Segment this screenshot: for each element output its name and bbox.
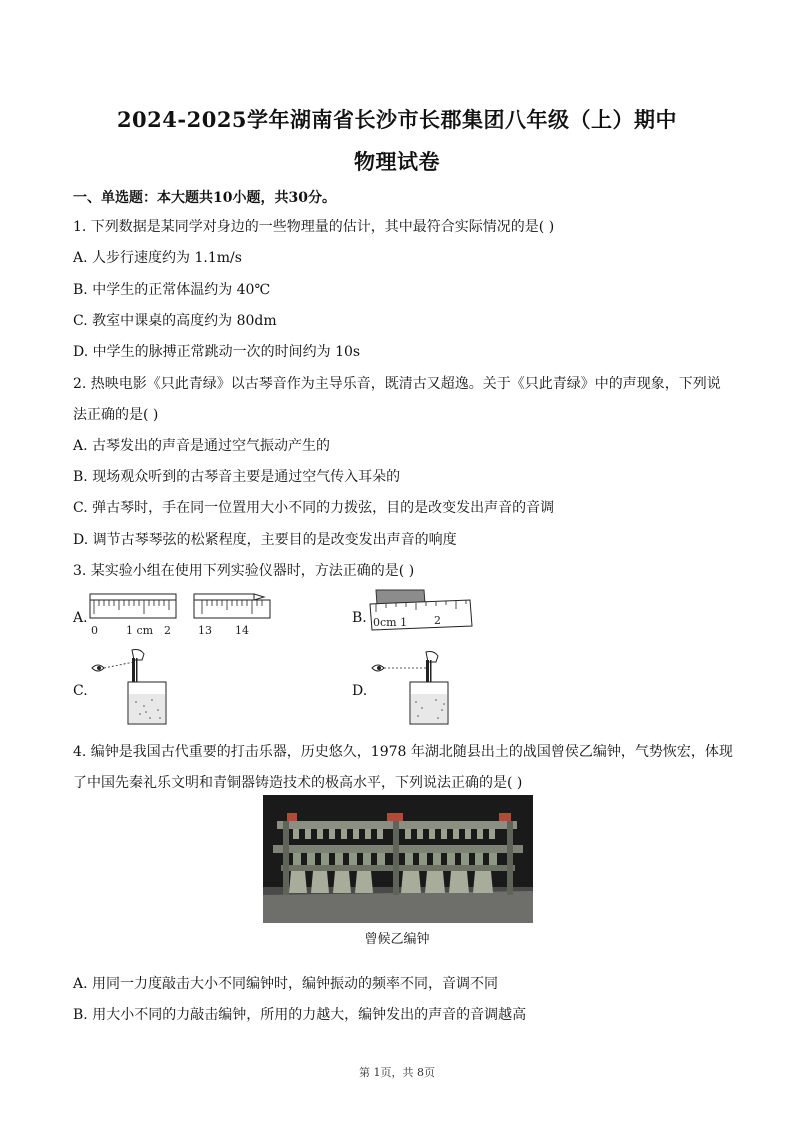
question-2-stem-line2: 法正确的是( ) — [73, 407, 159, 423]
ruler-b-tick-0: 0cm 1 — [373, 616, 408, 629]
question-2-option-c: C. 弹古琴时，手在同一位置用大小不同的力拨弦，目的是改变发出声音的音调 — [73, 500, 555, 516]
ruler-a-tick-4: 14 — [235, 624, 249, 637]
question-1-option-c: C. 教室中课桌的高度约为 80dm — [73, 313, 277, 329]
question-4-option-b: B. 用大小不同的力敲击编钟，所用的力越大，编钟发出的声音的音调越高 — [73, 1007, 527, 1023]
bianzhong-photo — [263, 795, 533, 923]
question-4-stem-line1: 4. 编钟是我国古代重要的打击乐器，历史悠久，1978 年湖北随县出土的战国曾侯乙编钟，气势恢宏，体现 — [73, 744, 733, 760]
page-footer: 第 1页，共 8页 — [359, 1066, 435, 1079]
section-heading: 一、单选题：本大题共10小题，共30分。 — [73, 190, 336, 206]
ruler-b-tick-1: 2 — [434, 614, 441, 627]
ruler-a-tick-3: 13 — [198, 624, 212, 637]
thermometer-figure-c — [88, 648, 178, 728]
question-3-stem: 3. 某实验小组在使用下列实验仪器时，方法正确的是( ) — [73, 563, 415, 579]
ruler-figure-a — [88, 592, 278, 642]
ruler-figure-b — [366, 586, 476, 642]
ruler-a-tick-2: 2 — [164, 624, 171, 637]
question-2-option-a: A. 古琴发出的声音是通过空气振动产生的 — [73, 438, 331, 454]
exam-title: 2024-2025学年湖南省长沙市长郡集团八年级（上）期中 — [116, 107, 678, 132]
question-3-option-b-label: B. — [352, 610, 367, 626]
question-1-option-b: B. 中学生的正常体温约为 40℃ — [73, 282, 271, 298]
question-3-option-a-label: A. — [73, 610, 88, 626]
question-1-option-a: A. 人步行速度约为 1.1m/s — [73, 250, 242, 266]
question-4-stem-line2: 了中国先秦礼乐文明和青铜器铸造技术的极高水平，下列说法正确的是( ) — [73, 775, 523, 791]
thermometer-figure-d — [368, 648, 458, 728]
ruler-a-tick-0: 0 — [91, 624, 98, 637]
question-4-option-a: A. 用同一力度敲击大小不同编钟时，编钟振动的频率不同，音调不同 — [73, 976, 499, 992]
exam-subtitle: 物理试卷 — [354, 149, 440, 174]
image-caption: 曾候乙编钟 — [364, 932, 430, 947]
ruler-a-tick-1: 1 cm — [126, 624, 154, 637]
question-2-option-d: D. 调节古琴琴弦的松紧程度，主要目的是改变发出声音的响度 — [73, 532, 457, 548]
question-2-option-b: B. 现场观众听到的古琴音主要是通过空气传入耳朵的 — [73, 469, 401, 485]
question-1-stem: 1. 下列数据是某同学对身边的一些物理量的估计，其中最符合实际情况的是( ) — [73, 219, 555, 235]
question-3-option-c-label: C. — [73, 683, 88, 699]
question-1-option-d: D. 中学生的脉搏正常跳动一次的时间约为 10s — [73, 344, 361, 360]
question-3-option-d-label: D. — [352, 683, 368, 699]
question-2-stem-line1: 2. 热映电影《只此青绿》以古琴音作为主导乐音，既清古又超逸。关于《只此青绿》中的声现象，下列说 — [73, 376, 721, 392]
